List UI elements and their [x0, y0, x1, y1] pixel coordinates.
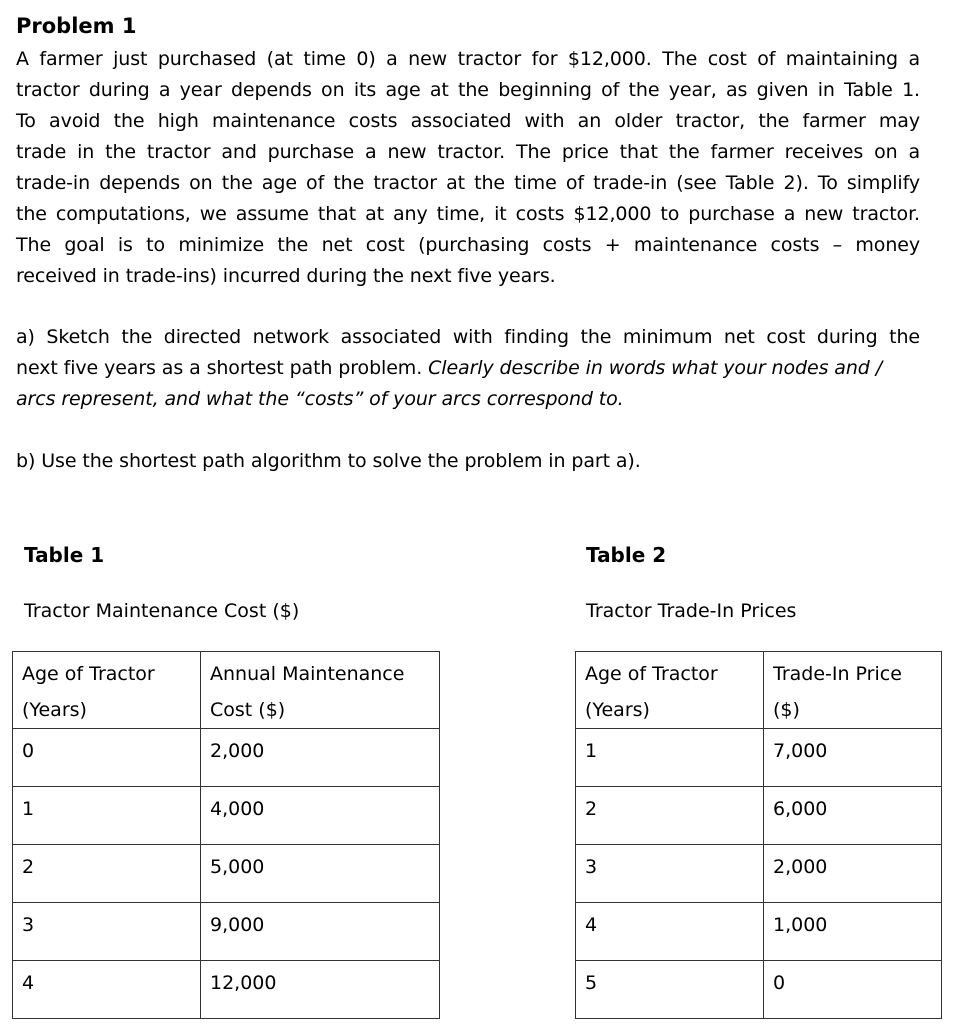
table2-title: Table 2 — [586, 543, 667, 567]
problem-title: Problem 1 — [16, 14, 137, 38]
table1-title: Table 1 — [24, 543, 105, 567]
table-cell: 3 — [576, 845, 764, 903]
table-cell: 12,000 — [201, 961, 440, 1019]
problem-statement — [16, 44, 920, 292]
table-header-row — [576, 652, 942, 729]
part-a-line — [16, 353, 920, 384]
table-cell: 2,000 — [201, 729, 440, 787]
table-header-row — [13, 652, 440, 729]
table-cell: 5,000 — [201, 845, 440, 903]
part-a-line — [16, 384, 920, 415]
table-cell: 6,000 — [764, 787, 942, 845]
table-cell: 2 — [576, 787, 764, 845]
table-cell: 4 — [576, 903, 764, 961]
table-row — [576, 845, 942, 903]
problem-line: received in trade-ins) incurred during the next five years. — [16, 265, 556, 287]
table-row — [576, 729, 942, 787]
part-a-italic-text: arcs represent, and what the “costs” of your arcs correspond to. — [16, 388, 624, 410]
table-cell: 0 — [13, 729, 201, 787]
table1-subtitle: Tractor Maintenance Cost ($) — [24, 600, 300, 622]
part-b-line: b) Use the shortest path algorithm to solve the problem in part a). — [16, 450, 641, 472]
table-cell: 0 — [764, 961, 942, 1019]
part-a-italic-text: Clearly describe in words what your nodes and / — [428, 357, 882, 379]
column-header: Age of Tractor (Years) — [13, 652, 201, 729]
table-cell: 9,000 — [201, 903, 440, 961]
table2-subtitle: Tractor Trade-In Prices — [586, 600, 797, 622]
maintenance-cost-table — [12, 651, 440, 1019]
part-a-question — [16, 322, 920, 415]
problem-line: To avoid the high maintenance costs associated with an older tractor, the farmer may — [16, 110, 920, 132]
table-cell: 1 — [576, 729, 764, 787]
table-cell: 1 — [13, 787, 201, 845]
part-a-line: a) Sketch the directed network associated with finding the minimum net cost during the — [16, 326, 920, 348]
problem-line: tractor during a year depends on its age at the beginning of the year, as given in Table 1. — [16, 79, 920, 101]
part-a-text: next five years as a shortest path problem. — [16, 357, 429, 379]
table-row — [13, 961, 440, 1019]
table-row — [13, 729, 440, 787]
trade-in-price-table — [575, 651, 942, 1019]
table-row — [576, 903, 942, 961]
column-header: Annual Maintenance Cost ($) — [201, 652, 440, 729]
table-cell: 4 — [13, 961, 201, 1019]
column-header: Trade-In Price ($) — [764, 652, 942, 729]
table-cell: 4,000 — [201, 787, 440, 845]
table-cell: 5 — [576, 961, 764, 1019]
column-header: Age of Tractor (Years) — [576, 652, 764, 729]
problem-line: A farmer just purchased (at time 0) a new tractor for $12,000. The cost of maintaining a — [16, 48, 920, 70]
table-cell: 2 — [13, 845, 201, 903]
part-b-question — [16, 446, 920, 477]
problem-line: the computations, we assume that at any time, it costs $12,000 to purchase a new tractor. — [16, 203, 920, 225]
problem-line: trade in the tractor and purchase a new tractor. The price that the farmer receives on a — [16, 141, 920, 163]
problem-line: trade-in depends on the age of the tractor at the time of trade-in (see Table 2). To simplify — [16, 172, 920, 194]
table-row — [13, 845, 440, 903]
table-row — [13, 903, 440, 961]
table-cell: 7,000 — [764, 729, 942, 787]
problem-line: The goal is to minimize the net cost (purchasing costs + maintenance costs – money — [16, 234, 920, 256]
table-row — [576, 787, 942, 845]
table-row — [13, 787, 440, 845]
table-cell: 2,000 — [764, 845, 942, 903]
table-cell: 3 — [13, 903, 201, 961]
table-cell: 1,000 — [764, 903, 942, 961]
table-row — [576, 961, 942, 1019]
